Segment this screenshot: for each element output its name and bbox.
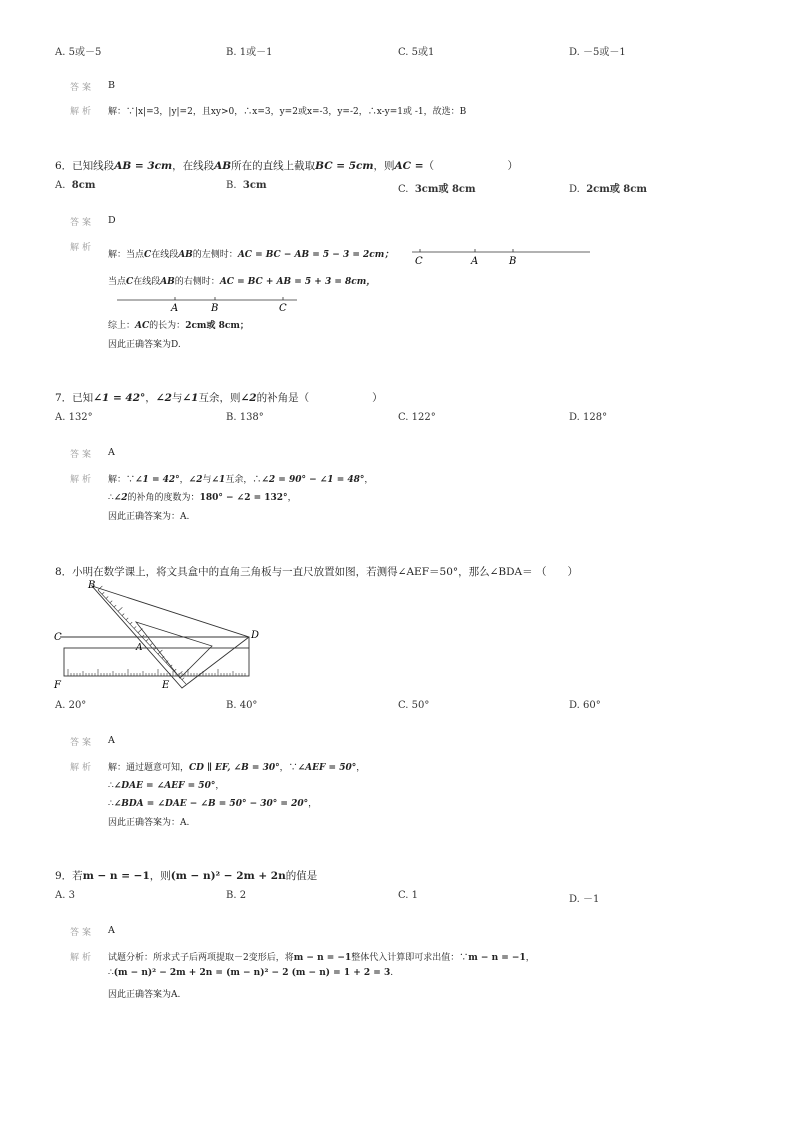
q7-option-b: B. 138° (226, 412, 264, 423)
q5-option-c: C. 5或1 (398, 47, 435, 58)
q6-stem: 6．已知线段AB = 3cm，在线段AB所在的直线上截取BC = 5cm，则AC =（ ） (55, 160, 518, 172)
q8-stem: 8．小明在数学课上，将文具盒中的直角三角板与一直尺放置如图，若测得∠AEF＝50°，那么∠BDA＝ （ ） (55, 566, 578, 578)
q6-fig2-label-a: A (171, 303, 179, 314)
q9-analysis-label: 解析 (70, 953, 95, 963)
q8-solution-line3: ∴∠BDA = ∠DAE − ∠B = 50° − 30° = 20°， (108, 799, 318, 809)
triangle-scale-tick (114, 605, 116, 607)
q8-solution-line4: 因此正确答案为：A. (108, 818, 190, 828)
q8-label-f: F (54, 680, 61, 691)
q6-fig2-label-b: B (211, 303, 219, 314)
triangle-scale-tick (126, 618, 128, 620)
q9-stem: 9．若m − n = −1，则(m − n)² − 2m + 2n的值是 (55, 870, 318, 882)
q8-figure (52, 578, 272, 692)
q9-option-d: D. －1 (569, 894, 600, 905)
q6-option-c: C. 3cm或 8cm (398, 184, 476, 195)
q8-solution-line2: ∴∠DAE = ∠AEF = 50°， (108, 781, 225, 791)
q8-analysis-label: 解析 (70, 763, 95, 773)
triangle-scale-tick (134, 626, 136, 628)
q7-option-a: A. 132° (55, 412, 93, 423)
q8-label-c: C (54, 632, 62, 643)
q8-label-a: A (136, 643, 143, 653)
q7-answer-label: 答案 (70, 450, 95, 460)
triangle-scale-tick (102, 592, 104, 594)
q7-stem: 7．已知∠1 = 42°，∠2与∠1互余，则∠2的补角是（ ） (55, 392, 383, 404)
q8-answer-label: 答案 (70, 738, 95, 748)
q7-solution-line1: 解：∵∠1 = 42°，∠2与∠1互余，∴∠2 = 90° − ∠1 = 48°， (108, 475, 374, 485)
triangle-scale-tick (130, 622, 132, 624)
q6-fig1-label-a: A (471, 256, 479, 267)
triangle-scale-tick (146, 639, 148, 641)
q8-label-d: D (251, 630, 260, 641)
q7-solution-line2: ∴∠2的补角的度数为：180° − ∠2 = 132°， (108, 493, 297, 503)
q7-solution-line3: 因此正确答案为：A. (108, 512, 190, 522)
q6-option-d: D. 2cm或 8cm (569, 184, 647, 195)
q6-option-b: B. 3cm (226, 180, 267, 191)
q5-solution: 解：∵|x|=3，|y|=2，且xy>0，∴x=3，y=2或x=-3，y=-2，∴x-y=1或 -1，故选：B (108, 107, 467, 117)
q6-figure-right (115, 292, 300, 316)
q7-option-c: C. 122° (398, 412, 436, 423)
q6-solution-line4: 因此正确答案为D. (108, 340, 181, 350)
q8-option-b: B. 40° (226, 700, 258, 711)
q8-solution-line1: 解：通过题意可知，CD ∥ EF, ∠B = 30°，∵∠AEF = 50°， (108, 763, 366, 773)
q5-option-b: B. 1或－1 (226, 47, 273, 58)
q5-answer-label: 答案 (70, 83, 95, 93)
q8-option-a: A. 20° (55, 700, 87, 711)
q9-answer-label: 答案 (70, 928, 95, 938)
q9-option-c: C. 1 (398, 890, 419, 901)
triangle-scale-tick (110, 601, 112, 603)
q6-fig2-label-c: C (279, 303, 287, 314)
q6-solution-line3: 综上：AC的长为：2cm或 8cm； (108, 321, 249, 331)
q9-solution-line3: 因此正确答案为A. (108, 990, 181, 1000)
q6-analysis-label: 解析 (70, 243, 95, 253)
q9-answer: A (108, 925, 115, 936)
q8-label-b: B (88, 580, 96, 591)
q9-option-a: A. 3 (55, 890, 75, 901)
q8-option-d: D. 60° (569, 700, 601, 711)
q9-solution-line2: ∴(m − n)² − 2m + 2n = (m − n)² − 2 (m − n) = 1 + 2 = 3. (108, 968, 394, 978)
q6-fig1-label-c: C (415, 256, 423, 267)
q5-analysis-label: 解析 (70, 107, 95, 117)
triangle-scale-tick (118, 607, 122, 611)
q7-analysis-label: 解析 (70, 475, 95, 485)
q5-option-d: D. －5或－1 (569, 47, 626, 58)
q8-answer: A (108, 735, 115, 746)
q6-solution-line2: 当点C在线段AB的右侧时：AC = BC + AB = 5 + 3 = 8cm， (108, 277, 376, 287)
q6-answer-label: 答案 (70, 218, 95, 228)
q9-option-b: B. 2 (226, 890, 247, 901)
triangle-scale-tick (122, 614, 124, 616)
triangle-scale-tick (138, 629, 142, 633)
q8-option-c: C. 50° (398, 700, 430, 711)
q6-solution-line1: 解：当点C在线段AB的左侧时：AC = BC − AB = 5 − 3 = 2cm； (108, 250, 394, 260)
triangle-scale-tick (106, 597, 108, 599)
triangle-scale-tick (182, 678, 184, 680)
q6-figure-left (410, 244, 595, 268)
q9-solution-line1: 试题分析：所求式子后两项提取－2变形后，将m − n = −1整体代入计算即可求出值：∵m − n = −1， (108, 953, 535, 963)
q5-option-a: A. 5或－5 (55, 47, 102, 58)
q7-option-d: D. 128° (569, 412, 608, 423)
triangle-scale-tick (150, 644, 152, 646)
q8-label-e: E (162, 680, 170, 691)
q6-option-a: A. 8cm (55, 180, 96, 191)
q6-fig1-label-b: B (509, 256, 517, 267)
q5-answer: B (108, 80, 115, 91)
q6-answer: D (108, 215, 116, 226)
q7-answer: A (108, 447, 115, 458)
